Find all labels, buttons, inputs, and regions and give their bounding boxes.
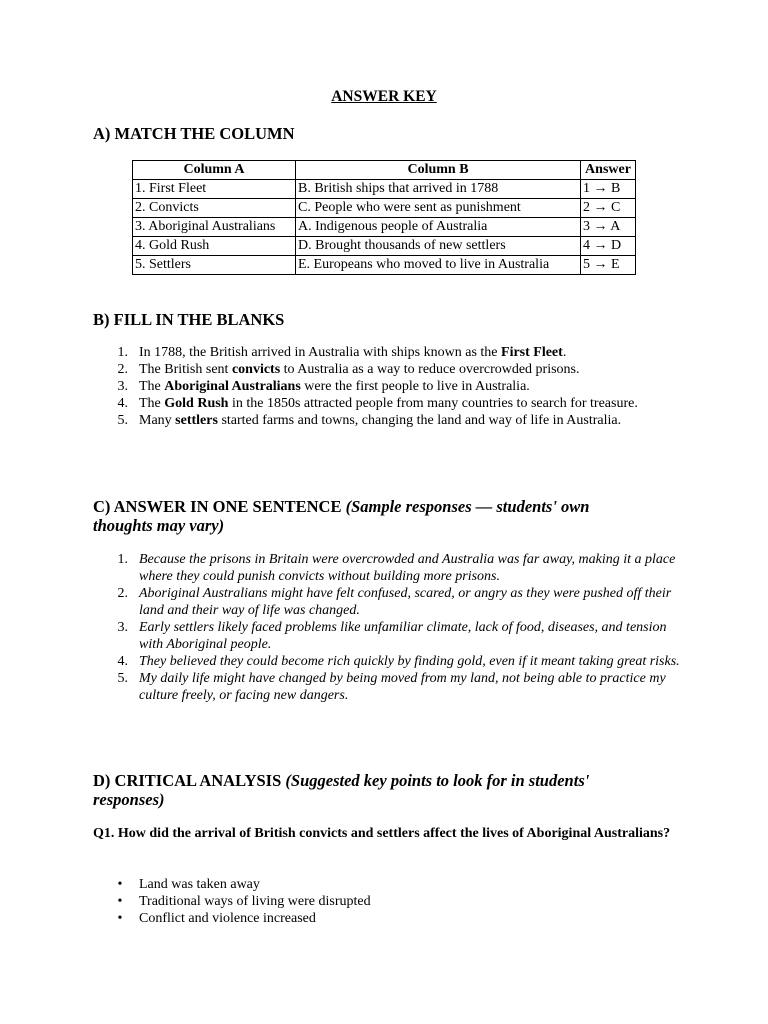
list-item [93, 893, 693, 910]
item-text: Because the prisons in Britain were overcrowded and Australia was far away, making it a place where they could punish convicts without building more prisons. [139, 552, 676, 584]
table-row [133, 218, 636, 237]
item-text: Early settlers likely faced problems like unfamiliar climate, lack of food, diseases, and tension with Aboriginal people. [139, 620, 667, 652]
item-number: 3. [117, 620, 128, 635]
list-item [93, 378, 693, 395]
list-item [93, 551, 693, 585]
list-item [93, 876, 693, 893]
bullet-icon: • [117, 877, 123, 892]
list-item [93, 619, 693, 653]
item-number: 4. [117, 654, 128, 669]
section-c-heading [93, 497, 653, 535]
column-a-cell: 2. Convicts [133, 199, 296, 218]
item-text: The [139, 396, 165, 411]
item-text: My daily life might have changed by being moved from my land, not being able to practice my culture freely, or facing new dangers. [139, 671, 666, 703]
match-table [132, 160, 636, 275]
item-text: Traditional ways of living were disrupted [139, 894, 371, 909]
item-text: Many [139, 413, 176, 428]
bullet-icon: • [117, 911, 123, 926]
column-a-cell: 3. Aboriginal Australians [133, 218, 296, 237]
fill-blanks-list [93, 344, 693, 429]
item-number: 2. [117, 362, 128, 377]
item-text: They believed they could become rich quickly by finding gold, even if it meant taking great risks. [139, 654, 680, 669]
list-item [93, 585, 693, 619]
answer-term: convicts [231, 362, 281, 377]
column-b-cell: C. People who were sent as punishment [296, 199, 581, 218]
list-item [93, 361, 693, 378]
item-text: to Australia as a way to reduce overcrowded prisons. [280, 362, 580, 377]
section-c-title: C) ANSWER IN ONE SENTENCE [93, 497, 346, 516]
item-text: were the first people to live in Australia. [300, 379, 530, 394]
one-sentence-list [93, 551, 693, 704]
question-1: Q1. How did the arrival of British convicts and settlers affect the lives of Aboriginal Australians? [93, 826, 671, 841]
column-a-header: Column A [133, 161, 296, 180]
item-number: 4. [117, 396, 128, 411]
column-a-cell: 1. First Fleet [133, 180, 296, 199]
answer-cell: 4 → D [581, 237, 636, 256]
list-item [93, 910, 693, 927]
section-a-heading: A) MATCH THE COLUMN [93, 124, 295, 143]
table-row [133, 256, 636, 275]
item-text: in the 1850s attracted people from many countries to search for treasure. [228, 396, 638, 411]
item-text: In 1788, the British arrived in Australia with ships known as the [139, 345, 502, 360]
item-number: 3. [117, 379, 128, 394]
answer-cell: 2 → C [581, 199, 636, 218]
column-b-cell: B. British ships that arrived in 1788 [296, 180, 581, 199]
section-d-note: (Suggested key points to look for in students' responses) [93, 771, 590, 809]
answer-cell: 3 → A [581, 218, 636, 237]
list-item [93, 395, 693, 412]
item-text: Land was taken away [139, 877, 260, 892]
item-number: 5. [117, 671, 128, 686]
table-header-row [133, 161, 636, 180]
column-a-cell: 4. Gold Rush [133, 237, 296, 256]
item-text: The [139, 379, 165, 394]
item-text: The British sent [139, 362, 232, 377]
column-b-header: Column B [296, 161, 581, 180]
answer-cell: 5 → E [581, 256, 636, 275]
section-d-heading [93, 771, 653, 809]
item-text: Conflict and violence increased [139, 911, 316, 926]
list-item [93, 653, 693, 670]
list-item [93, 670, 693, 704]
item-number: 1. [117, 552, 128, 567]
item-number: 2. [117, 586, 128, 601]
list-item [93, 412, 693, 429]
item-text: Aboriginal Australians might have felt confused, scared, or angry as they were pushed off their land and their way of life was changed. [139, 586, 672, 618]
table-row [133, 180, 636, 199]
answer-term: settlers [175, 413, 218, 428]
bullet-icon: • [117, 894, 123, 909]
item-number: 5. [117, 413, 128, 428]
column-b-cell: D. Brought thousands of new settlers [296, 237, 581, 256]
item-text: started farms and towns, changing the land and way of life in Australia. [217, 413, 622, 428]
answer-term: Aboriginal Australians [164, 379, 301, 394]
section-d-title: D) CRITICAL ANALYSIS [93, 771, 286, 790]
section-c-note: (Sample responses — students' own thoughts may vary) [93, 497, 590, 535]
column-b-cell: A. Indigenous people of Australia [296, 218, 581, 237]
answer-term: Gold Rush [164, 396, 229, 411]
column-a-cell: 5. Settlers [133, 256, 296, 275]
column-b-cell: E. Europeans who moved to live in Australia [296, 256, 581, 275]
item-text: . [562, 345, 567, 360]
table-row [133, 237, 636, 256]
list-item [93, 344, 693, 361]
key-points-list [93, 876, 693, 927]
section-b-heading: B) FILL IN THE BLANKS [93, 310, 285, 329]
answer-header: Answer [581, 161, 636, 180]
page-title: ANSWER KEY [331, 88, 437, 105]
answer-term: First Fleet [501, 345, 563, 360]
table-row [133, 199, 636, 218]
answer-cell: 1 → B [581, 180, 636, 199]
item-number: 1. [117, 345, 128, 360]
